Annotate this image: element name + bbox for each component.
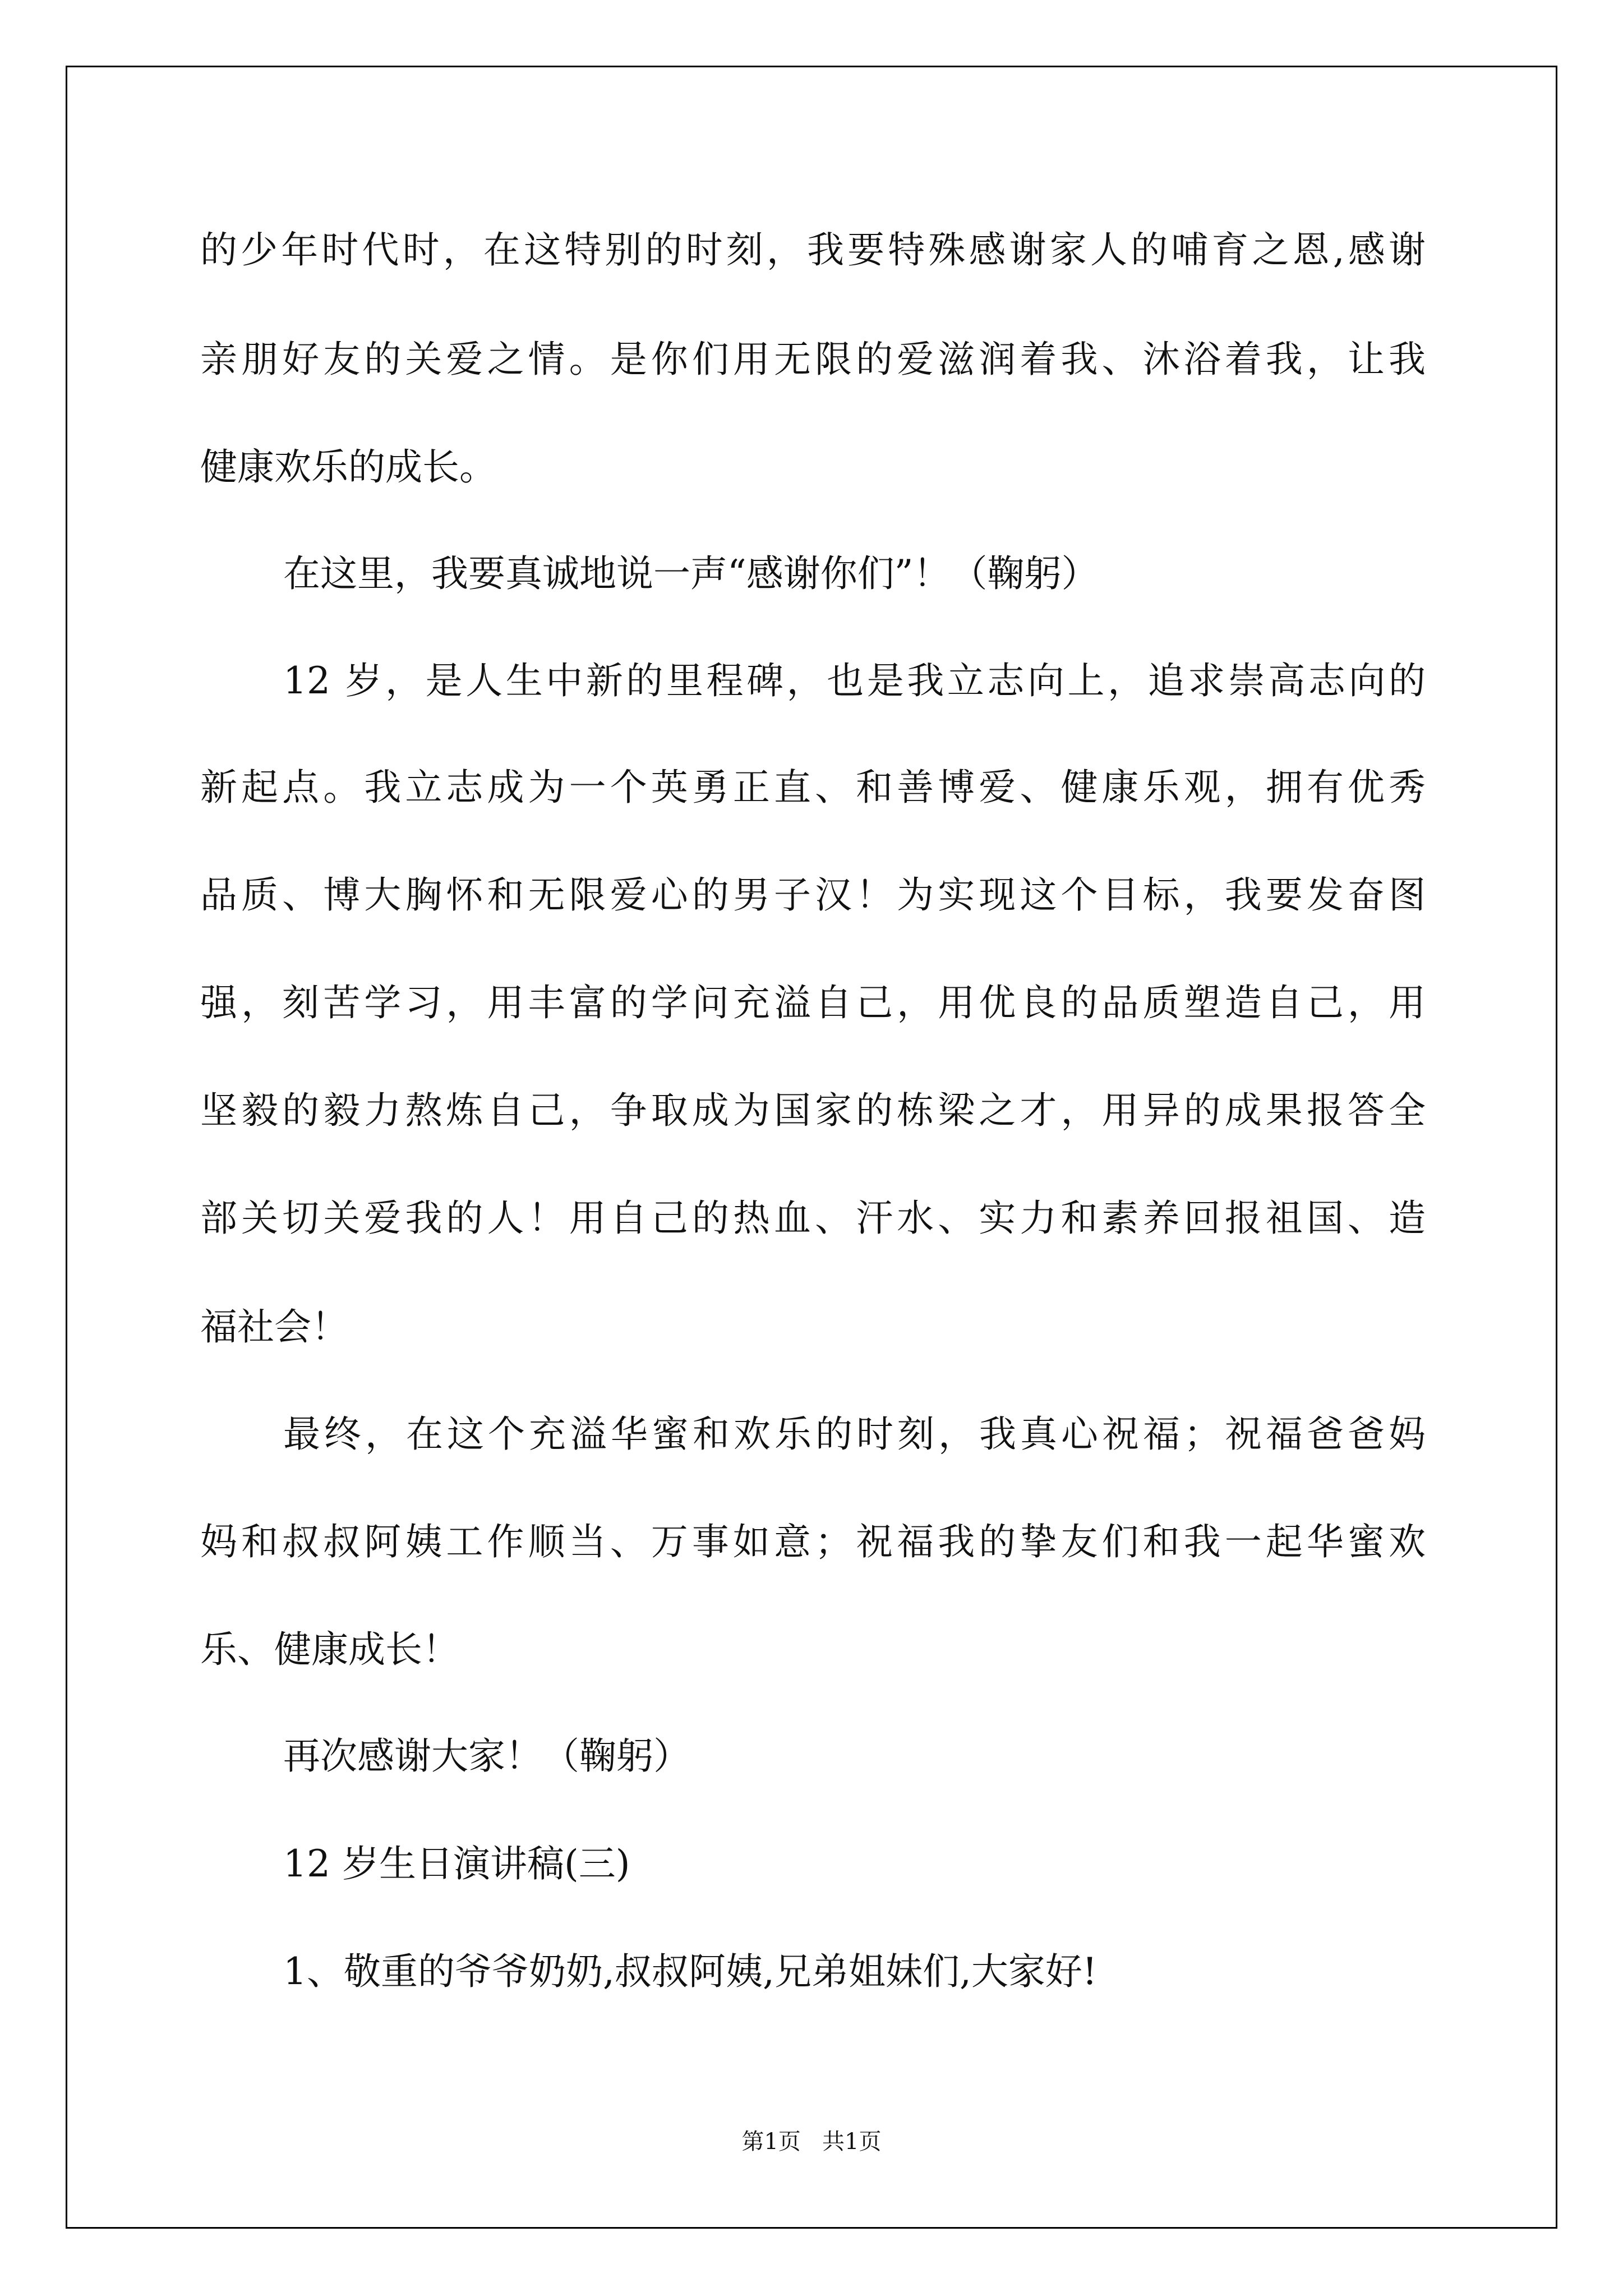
paragraph-line: 乐、健康成长！ bbox=[200, 1628, 459, 1671]
paragraph-line: 新起点。我立志成为一个英勇正直、和善博爱、健康乐观，拥有优秀 bbox=[200, 766, 1426, 809]
paragraph-line: 在这里，我要真诚地说一声“感谢你们”！（鞠躬） bbox=[283, 552, 1099, 595]
page-footer: 第1页 共1页 bbox=[741, 2129, 882, 2155]
paragraph-line: 部关切关爱我的人！用自己的热血、汗水、实力和素养回报祖国、造 bbox=[200, 1197, 1426, 1240]
paragraph-line: 再次感谢大家！（鞠躬） bbox=[283, 1734, 690, 1778]
paragraph-line: 的少年时代时，在这特别的时刻，我要特殊感谢家人的哺育之恩,感谢 bbox=[200, 228, 1426, 272]
section-heading: 12 岁生日演讲稿(三) bbox=[283, 1842, 630, 1885]
paragraph-line: 妈和叔叔阿姨工作顺当、万事如意；祝福我的挚友们和我一起华蜜欢 bbox=[200, 1520, 1426, 1563]
paragraph-line: 1、敬重的爷爷奶奶,叔叔阿姨,兄弟姐妹们,大家好! bbox=[283, 1950, 1098, 1993]
paragraph-line: 品质、博大胸怀和无限爱心的男子汉！为实现这个目标，我要发奋图 bbox=[200, 873, 1426, 917]
paragraph-line: 强，刻苦学习，用丰富的学问充溢自己，用优良的品质塑造自己，用 bbox=[200, 981, 1426, 1024]
paragraph-line: 12 岁，是人生中新的里程碑，也是我立志向上，追求崇高志向的 bbox=[283, 659, 1426, 702]
paragraph-line: 福社会！ bbox=[200, 1305, 348, 1349]
page-border bbox=[66, 66, 1557, 2229]
paragraph-line: 亲朋好友的关爱之情。是你们用无限的爱滋润着我、沐浴着我，让我 bbox=[200, 338, 1426, 381]
paragraph-line: 健康欢乐的成长。 bbox=[200, 445, 496, 489]
paragraph-line: 坚毅的毅力熬炼自己，争取成为国家的栋梁之才，用异的成果报答全 bbox=[200, 1089, 1426, 1132]
paragraph-line: 最终，在这个充溢华蜜和欢乐的时刻，我真心祝福；祝福爸爸妈 bbox=[283, 1412, 1426, 1456]
